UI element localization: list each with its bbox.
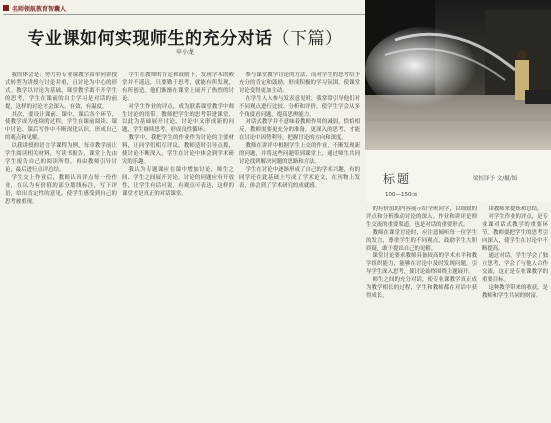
paragraph: 通过对话，学生学会了独立思考，学会了与他人合作交流，这正是专业课教学的重要目标。 <box>482 253 548 284</box>
article-title-sub: （下篇） <box>272 29 343 49</box>
paragraph: 教师在课堂讨论时，应注意倾听每一位学生的发言，尊重学生的不同观点，鼓励学生大胆质疑，敢于提出自己的见解。 <box>366 229 477 252</box>
artwork-caption <box>365 150 551 202</box>
street-scene-image <box>365 0 551 150</box>
body-column-2 <box>122 72 234 420</box>
paragraph: 对学生作业的评点，是专业课对话式教学的重要环节。教师要把学生的思考引向深入，使学生在讨论中不断提高。 <box>482 213 548 252</box>
paragraph: 在学生人人参与发表意见时，我常常引导他们对不同观点进行比较、分析和评价，使学生学会从多个角度看问题，提高思辨能力。 <box>239 95 360 118</box>
paragraph: 学生在讨论中逐渐形成了自己的学术兴趣，有的同学还在此基础上写成了学术论文，在刊物上发表，体会到了学术研究的成就感。 <box>239 166 360 189</box>
section-header <box>3 3 66 13</box>
header-rule <box>3 14 365 15</box>
section-marker-icon <box>3 5 9 11</box>
paragraph: 师生之间的充分对话，使专业课教学真正成为教学相长的过程，学生和教师都在对话中获得成长。 <box>366 277 477 299</box>
artwork-size: 100—150㎝ <box>385 192 417 198</box>
paragraph: 教师在讲评中根据学生上交的作业，不断发现新的问题，并将这些问题带到课堂上，通过师生共同讨论找到解决问题的思路和方法。 <box>239 143 360 165</box>
paragraph: 教学中，我把学生的作业作为讨论的主要材料，让同学们相互评议，教师适时引导点拨，使讨论不断深入，学生在讨论中体会到学术研究的乐趣。 <box>122 135 234 165</box>
paragraph: 以我讲授的语言学课程为例，每章教学前让学生阅读相关材料，写读书报告，课堂上先由学生报告自己的阅读所得，再由教师引导讨论，最后进行点评总结。 <box>5 143 117 173</box>
paragraph: 由教师来提炼和总结。 <box>488 206 543 212</box>
paragraph: 对话式教学并不意味着教师作用的减弱，恰恰相反，教师需要更充分的准备，更深入的思考，才能在讨论中因势利导，把握讨论的方向和深度。 <box>239 119 360 142</box>
paragraph: 我认为专题课应在课中增加讨论，师生之间、学生之间展开讨论，讨论的问题应有开放性，让学生有话可说，有观点可表达，这样的课堂才是真正的对话课堂。 <box>122 166 234 197</box>
paragraph: 其次，要设计课前、课中、课后各个环节，使教学成为连续的过程，学生在课前阅读、课中讨论、课后写作中不断深化认识，形成自己的观点和见解。 <box>5 111 117 142</box>
paragraph: 的有价值的内容展示给全班同学，以细致的评点和分析推动讨论的深入。作业和讲评是师生交流的重要渠道，也是对话的重要形式。 <box>366 206 477 228</box>
paragraph: 学生在教师的肯定和鼓励下，发现学术的殿堂并不遥远，只要勤于思考，就能有所发现，有所创造。他们渐渐在课堂上展开了热烈的讨论。 <box>122 72 234 102</box>
paragraph: 学生交上作业后，教师认真评点每一份作业，在认为有价值的部分划线标注，写下评语，给出肯定性的意见，使学生感受到自己的思考被重视。 <box>5 174 117 205</box>
article-title-main: 专业课如何实现师生的充分对话 <box>27 29 273 49</box>
paragraph: 这种教学带来的收获，是教师和学生共同的财富。 <box>482 285 548 299</box>
artwork-artist: 梁恒泽予 文/摄/图 <box>473 176 517 182</box>
artwork-title: 标题 <box>383 172 412 186</box>
paragraph: 我的体会是：努力将专业课教学由单向讲授式转型为讲授与讨论并重，且讨论为中心的形式。教学以讨论为基础，课堂教学离不开学生的思考，学生在课前的自主学习是对话的前提，这样的讨论才会深入、有效、有温度。 <box>5 72 117 110</box>
artwork-photo <box>365 0 551 150</box>
body-column-3 <box>239 72 360 420</box>
article-title <box>20 24 350 49</box>
article-author: 申小龙 <box>175 49 194 56</box>
body-column-1 <box>5 72 117 420</box>
body-column-4 <box>366 206 477 420</box>
paragraph: 课堂讨论要求教师具备较高的学术水平和教学组织能力，能够在讨论中及时发现问题，引导学生深入思考，使讨论始终围绕主题展开。 <box>366 253 477 276</box>
body-column-5 <box>482 206 548 420</box>
paragraph: 参与课堂教学讨论的方法，而对学生的思考给予充分的肯定和鼓励，形成积极的学习氛围，使课堂讨论变得更加主动。 <box>239 72 360 94</box>
section-label: 名师领航教育智囊人 <box>12 5 67 13</box>
paragraph: 对学生作业的评点，成为联系课堂教学中师生讨论的纽带。教师把学生的思考带进课堂，以此为基础展开讨论，讨论中又形成新的问题，学生继续思考，形成良性循环。 <box>122 103 234 134</box>
